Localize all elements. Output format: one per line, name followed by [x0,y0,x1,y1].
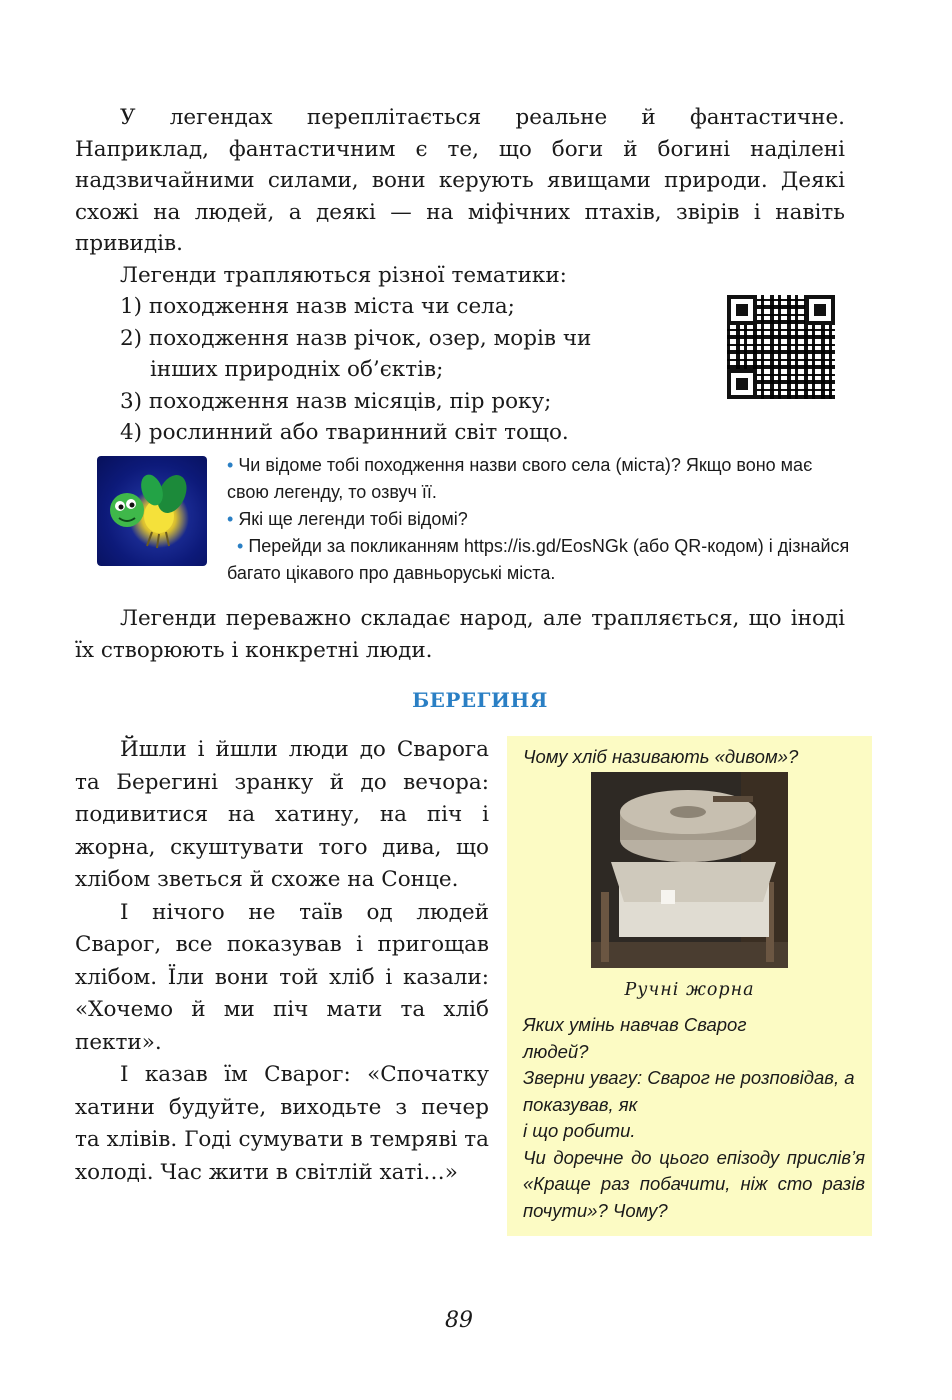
topic-item: 1) походження назв міста чи села; [120,294,515,319]
sidebar-box [507,736,872,1236]
page-number: 89 [445,1308,473,1333]
legends-paragraph: Легенди переважно складає народ, але трапляється, що іноді їх створюють і конкретні люди. [75,606,845,663]
section-title: БЕРЕГИНЯ [412,688,548,712]
bullet-icon: • [227,455,234,475]
bullet-icon: • [227,509,234,529]
sidebar-question: Чому хліб називають «дивом»? [523,746,799,767]
topics-list [75,291,635,449]
bullet-icon: • [237,536,244,556]
sidebar-questions [523,1012,865,1224]
topics-intro: Легенди трапляються різної тематики: [120,262,567,288]
qr-finder-icon [805,295,835,325]
sidebar-question: і що робити. [523,1120,636,1141]
tips-box [227,452,852,587]
topic-item: 2) походження назв річок, озер, морів чи інших природніх об’єктів; [120,325,592,382]
millstone-photo [591,772,788,968]
sidebar-question: Яких умінь навчав Сварог людей? [523,1014,747,1062]
tip-item: • Чи відоме тобі походження назви свого села (міста)? Якщо воно має свою легенду, то озвуч її. [227,455,813,502]
photo-caption: Ручні жорна [624,980,755,1000]
qr-finder-icon [727,295,757,325]
topic-item: 4) рослинний або тваринний світ тощо. [120,420,569,445]
sidebar-question: Зверни увагу: Сварог не розповідав, а показував, як [523,1067,855,1115]
qr-code[interactable] [727,295,835,399]
qr-finder-icon [727,369,757,399]
topic-item: 3) походження назв місяців, пір року; [120,388,552,414]
story-paragraph: І казав їм Сварог: «Спочатку хатини будуйте, виходьте з печер та хлівів. Годі сумувати в темряві та холоді. Час жити в світлій хаті…» [75,1062,489,1185]
tip-item: • Перейди за покликанням https://is.gd/EosNGk (або QR-кодом) і дізнайся багато цікавого про давньоруські міста. [227,536,850,583]
firefly-icon [97,456,207,566]
sidebar-question: Чи доречне до цього епізоду прислів’я «Краще раз побачити, ніж сто разів почути»? Чому? [523,1146,865,1221]
intro-paragraph: У легендах переплітається реальне й фантастичне. Наприклад, фантастичним є те, що боги й богині наділені надзвичайними силами, вони керують явищами природи. Деякі схожі на людей, а деякі — на міфічних птахів, звірів і навіть привидів. [75,105,845,256]
millstone-icon [591,772,788,968]
story-paragraph: Йшли і йшли люди до Сварога та Берегині зранку й до вечора: подивитися на хатину, на піч і жорна, скуштувати того дива, що хлібом зветься й схоже на Сонце. [75,737,489,892]
tip-item: • Які ще легенди тобі відомі? [227,509,468,529]
firefly-illustration [97,456,207,566]
story-paragraph: І нічого не таїв од людей Сварог, все показував і пригощав хлібом. Їли вони той хліб і казали: «Хочемо й ми піч мати та хліб пекти». [75,899,489,1055]
story-text [75,734,489,1189]
